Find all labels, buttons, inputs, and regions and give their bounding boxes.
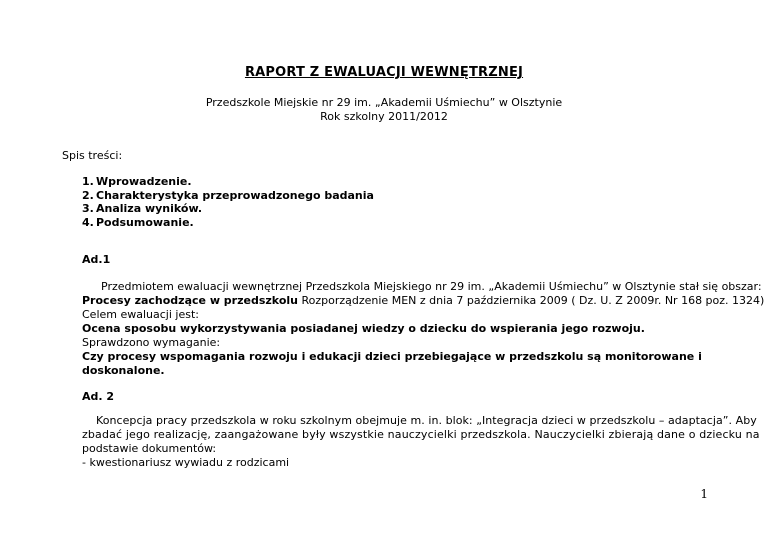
- ad2-para-line1: Koncepcja pracy przedszkola w roku szkolnym obejmuje m. in. blok: „Integracja dzieci w przedszkolu – adaptacja”. Aby: [96, 414, 757, 427]
- school-name: Przedszkole Miejskie nr 29 im. „Akademii Uśmiechu” w Olsztynie: [205, 96, 563, 109]
- toc-heading: Spis treści:: [62, 149, 123, 162]
- toc-item: 1. Wprowadzenie.: [82, 175, 192, 188]
- table-of-contents: [82, 175, 374, 229]
- ad2-para-line3: podstawie dokumentów:: [82, 442, 217, 455]
- section-heading-ad1: Ad.1: [82, 253, 111, 266]
- ad1-area: Procesy zachodzące w przedszkolu Rozporządzenie MEN z dnia 7 października 2009 ( Dz. U. Z 2009r. Nr 168 poz. 1324): [82, 294, 765, 307]
- toc-item: 2. Charakterystyka przeprowadzonego badania: [82, 188, 374, 202]
- ad1-requirement-label: Sprawdzono wymaganie:: [82, 336, 221, 349]
- document-title: RAPORT Z EWALUACJI WEWNĘTRZNEJ: [244, 65, 524, 80]
- ad1-goal: Ocena sposobu wykorzystywania posiadanej wiedzy o dziecku do wspierania jego rozwoju.: [82, 322, 645, 335]
- ad1-intro: Przedmiotem ewaluacji wewnętrznej Przedszkola Miejskiego nr 29 im. „Akademii Uśmiechu” w Olsztynie stał się obszar:: [101, 280, 762, 293]
- page-number: 1: [700, 487, 708, 501]
- toc-item: 3. Analiza wyników.: [82, 202, 203, 215]
- toc-item: 4. Podsumowanie.: [82, 215, 194, 229]
- ad2-list-item: - kwestionariusz wywiadu z rodzicami: [82, 456, 290, 469]
- ad1-goal-label: Celem ewaluacji jest:: [82, 308, 199, 321]
- ad1-requirement-line2: doskonalone.: [82, 364, 165, 377]
- section-heading-ad2: Ad. 2: [82, 390, 115, 403]
- school-year: Rok szkolny 2011/2012: [320, 110, 448, 123]
- ad2-para-line2: zbadać jego realizację, zaangażowane były wszystkie nauczycielki przedszkola. Nauczycielki zbierają dane o dziecku na: [82, 428, 760, 441]
- ad1-requirement-line1: Czy procesy wspomagania rozwoju i edukacji dzieci przebiegające w przedszkolu są monitorowane i: [82, 350, 702, 363]
